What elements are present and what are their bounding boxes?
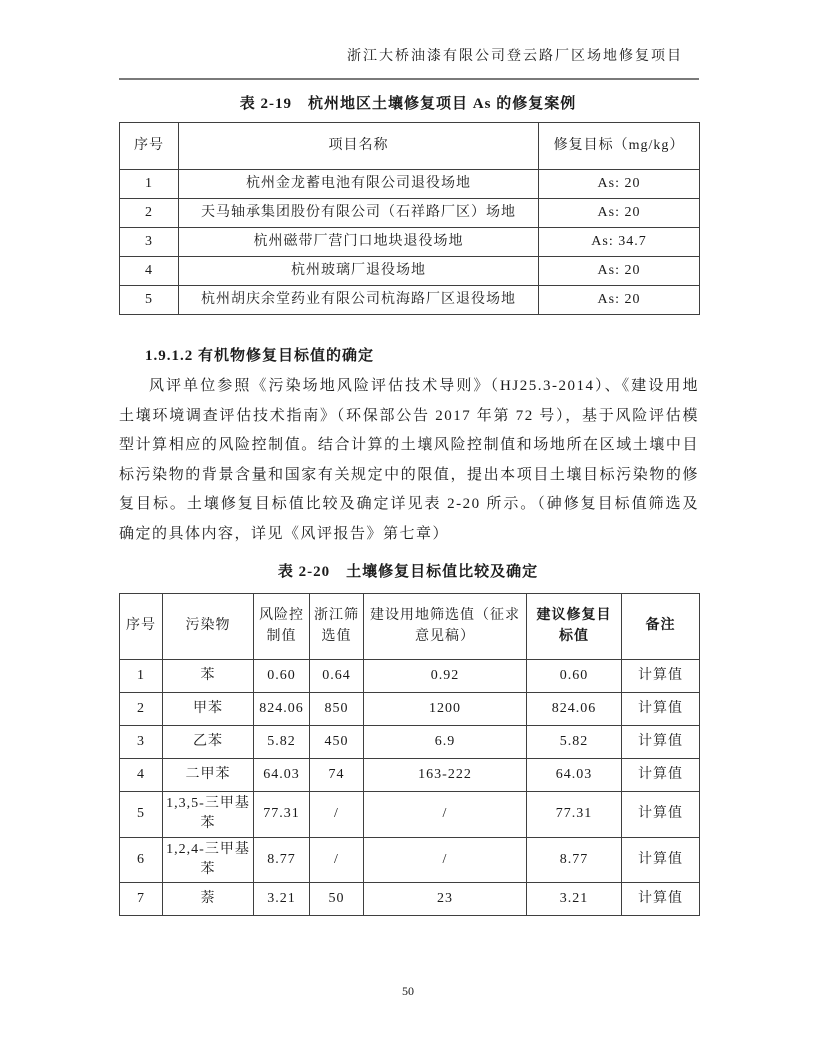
- table-cell: 4: [120, 257, 179, 286]
- table-cell: 824.06: [527, 693, 622, 726]
- table-row: [120, 759, 700, 792]
- table-cell: 杭州磁带厂营门口地块退役场地: [179, 228, 539, 257]
- col-header-remark: 备注: [622, 594, 700, 660]
- table-cell: As: 34.7: [539, 228, 700, 257]
- table-header-row: [120, 594, 700, 660]
- page-number: 50: [402, 984, 414, 998]
- table-cell: 1200: [364, 693, 527, 726]
- table-row: [120, 883, 700, 916]
- table-cell: 8.77: [254, 837, 310, 883]
- table-cell: 0.92: [364, 660, 527, 693]
- table-cell: 天马轴承集团股份有限公司（石祥路厂区）场地: [179, 199, 539, 228]
- body-paragraph: 风评单位参照《污染场地风险评估技术导则》（HJ25.3-2014）、《建设用地土壤环境调查评估技术指南》（环保部公告 2017 年第 72 号），基于风险评估模型计算相应的风险控制值。结合计算的土壤风险控制值和场地所在区域土壤中目标污染物的背景含量和国家有关规定中的限值，提出本项目土壤目标污染物的修复目标。土壤修复目标值比较及确定详见表 2-20 所示。（砷修复目标值筛选及确定的具体内容，详见《风评报告》第七章）: [119, 378, 699, 542]
- table-2-20-header: [120, 594, 700, 660]
- table-cell: 计算值: [622, 660, 700, 693]
- table-cell: 3.21: [254, 883, 310, 916]
- table-cell: 甲苯: [163, 693, 254, 726]
- table-2-19-header: [120, 123, 700, 170]
- section-heading: 1.9.1.2 有机物修复目标值的确定: [145, 348, 375, 364]
- table-cell: 二甲苯: [163, 759, 254, 792]
- table-cell: 824.06: [254, 693, 310, 726]
- table-cell: 6.9: [364, 726, 527, 759]
- table-cell: 64.03: [527, 759, 622, 792]
- col-header-target: 修复目标（mg/kg）: [539, 123, 700, 170]
- table-row: [120, 170, 700, 199]
- table-row: [120, 257, 700, 286]
- table-cell: 77.31: [527, 792, 622, 838]
- table-2-19-caption: 表 2-19 杭州地区土壤修复项目 As 的修复案例: [239, 96, 577, 112]
- running-header: [119, 42, 699, 80]
- table-cell: /: [310, 837, 364, 883]
- table-cell: 3.21: [527, 883, 622, 916]
- table-cell: 计算值: [622, 759, 700, 792]
- table-cell: 23: [364, 883, 527, 916]
- table-cell: 杭州金龙蓄电池有限公司退役场地: [179, 170, 539, 199]
- table-cell: 计算值: [622, 792, 700, 838]
- table-cell: 计算值: [622, 837, 700, 883]
- table-row: [120, 228, 700, 257]
- table-row: [120, 286, 700, 315]
- table-cell: 8.77: [527, 837, 622, 883]
- table-cell: 2: [120, 199, 179, 228]
- table-cell: 163-222: [364, 759, 527, 792]
- table-2-19-body: [120, 170, 700, 315]
- table-cell: 7: [120, 883, 163, 916]
- table-row: [120, 693, 700, 726]
- table-row: [120, 792, 700, 838]
- col-header-zhejiang-screening: 浙江筛选值: [310, 594, 364, 660]
- col-header-project-name: 项目名称: [179, 123, 539, 170]
- table-cell: 6: [120, 837, 163, 883]
- col-header-risk-control: 风险控制值: [254, 594, 310, 660]
- table-cell: 5.82: [527, 726, 622, 759]
- running-header-title: 浙江大桥油漆有限公司登云路厂区场地修复项目: [347, 49, 683, 64]
- table-cell: 5.82: [254, 726, 310, 759]
- table-header-row: [120, 123, 700, 170]
- table-row: [120, 837, 700, 883]
- table-cell: 计算值: [622, 883, 700, 916]
- table-cell: As: 20: [539, 257, 700, 286]
- table-row: [120, 199, 700, 228]
- table-cell: 74: [310, 759, 364, 792]
- table-2-19: [119, 122, 700, 315]
- col-header-seq: 序号: [120, 594, 163, 660]
- table-cell: 0.64: [310, 660, 364, 693]
- table-cell: 0.60: [527, 660, 622, 693]
- table-cell: 850: [310, 693, 364, 726]
- table-cell: 计算值: [622, 726, 700, 759]
- table-cell: 萘: [163, 883, 254, 916]
- table-cell: 杭州胡庆余堂药业有限公司杭海路厂区退役场地: [179, 286, 539, 315]
- col-header-land-screening: 建设用地筛选值（征求意见稿）: [364, 594, 527, 660]
- table-cell: 1,2,4-三甲基苯: [163, 837, 254, 883]
- table-cell: 1,3,5-三甲基苯: [163, 792, 254, 838]
- table-cell: As: 20: [539, 170, 700, 199]
- table-cell: 5: [120, 792, 163, 838]
- col-header-pollutant: 污染物: [163, 594, 254, 660]
- col-header-seq: 序号: [120, 123, 179, 170]
- table-2-20-body: [120, 660, 700, 916]
- table-cell: /: [310, 792, 364, 838]
- table-cell: 计算值: [622, 693, 700, 726]
- table-row: [120, 726, 700, 759]
- table-cell: 5: [120, 286, 179, 315]
- table-cell: 0.60: [254, 660, 310, 693]
- table-cell: 1: [120, 660, 163, 693]
- table-cell: /: [364, 837, 527, 883]
- table-cell: 50: [310, 883, 364, 916]
- table-cell: 1: [120, 170, 179, 199]
- table-cell: 3: [120, 228, 179, 257]
- table-cell: 苯: [163, 660, 254, 693]
- table-cell: 2: [120, 693, 163, 726]
- table-cell: 450: [310, 726, 364, 759]
- table-row: [120, 660, 700, 693]
- table-cell: 64.03: [254, 759, 310, 792]
- col-header-suggested-target: 建议修复目标值: [527, 594, 622, 660]
- table-2-20-caption: 表 2-20 土壤修复目标值比较及确定: [277, 564, 539, 580]
- table-cell: As: 20: [539, 199, 700, 228]
- table-2-20: [119, 593, 700, 916]
- table-cell: 杭州玻璃厂退役场地: [179, 257, 539, 286]
- table-cell: As: 20: [539, 286, 700, 315]
- table-cell: 乙苯: [163, 726, 254, 759]
- table-cell: 4: [120, 759, 163, 792]
- table-cell: 3: [120, 726, 163, 759]
- table-cell: /: [364, 792, 527, 838]
- table-cell: 77.31: [254, 792, 310, 838]
